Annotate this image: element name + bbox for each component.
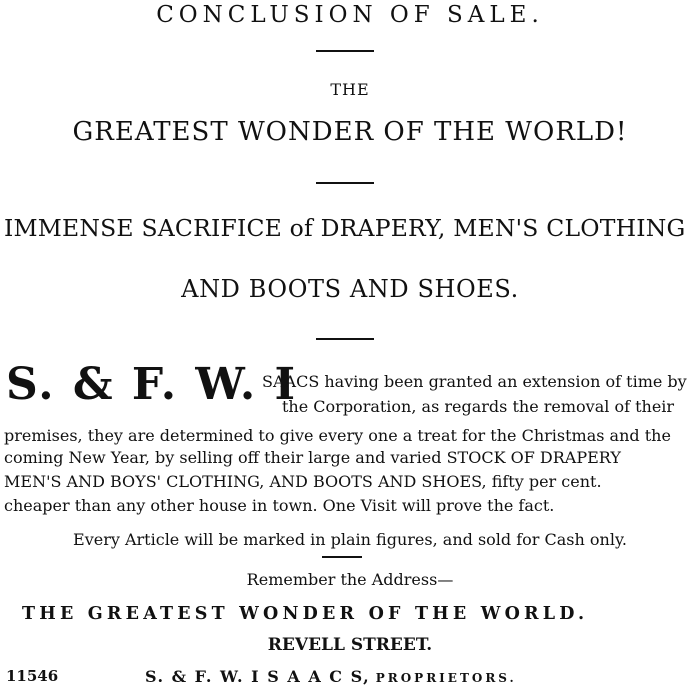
body-line: MEN'S AND BOYS' CLOTHING, AND BOOTS AND SHOES, fifty per cent. — [4, 472, 602, 491]
proprietors-names: S. & F. W. I S A A C S, — [145, 667, 371, 686]
divider-rule — [316, 338, 374, 340]
cash-only-line: Every Article will be marked in plain figures, and sold for Cash only. — [73, 530, 627, 549]
body-line: premises, they are determined to give every one a treat for the Christmas and the — [4, 426, 671, 445]
proprietors-line — [145, 667, 517, 686]
sale-heading: CONCLUSION OF SALE. — [156, 2, 544, 28]
body-line: coming New Year, by selling off their large and varied STOCK OF DRAPERY — [4, 448, 621, 467]
remember-address: Remember the Address— — [246, 570, 454, 589]
drop-cap-initials: S. & F. W. I — [6, 359, 298, 410]
body-line: the Corporation, as regards the removal of their — [282, 397, 675, 416]
advert-number: 11546 — [6, 667, 59, 685]
immense-sacrifice-heading: IMMENSE SACRIFICE of DRAPERY, MEN'S CLOTHING — [4, 214, 686, 242]
boots-shoes-heading: AND BOOTS AND SHOES. — [181, 275, 519, 303]
proprietors-label: PROPRIETORS. — [375, 671, 517, 685]
address-wonder: THE GREATEST WONDER OF THE WORLD. — [22, 604, 589, 624]
body-line: cheaper than any other house in town. One Visit will prove the fact. — [4, 496, 555, 515]
street-name: REVELL STREET. — [267, 635, 433, 655]
body-line: SAACS having been granted an extension of time by — [262, 372, 687, 391]
greatest-wonder-heading: GREATEST WONDER OF THE WORLD! — [72, 117, 628, 147]
the-subheading: THE — [330, 80, 370, 99]
divider-rule — [316, 182, 374, 184]
divider-rule — [322, 556, 362, 558]
divider-rule — [316, 50, 374, 52]
